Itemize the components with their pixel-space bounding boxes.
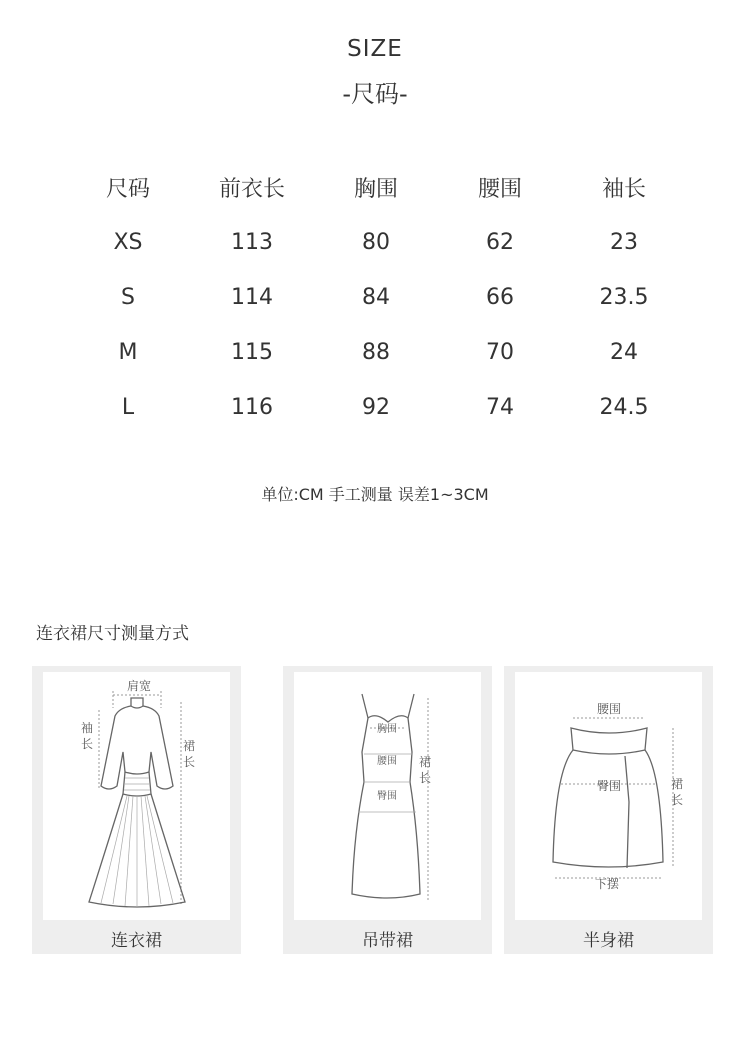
cell-size: M xyxy=(118,340,138,365)
slip-dress-caption: 吊带裙 xyxy=(362,931,413,951)
cell-size: L xyxy=(121,395,135,420)
skirt-length-label-2: 长 xyxy=(182,755,196,769)
hip-label: 臀围 xyxy=(377,791,397,802)
cell-waist: 74 xyxy=(486,395,514,420)
measure-section-label: 连衣裙尺寸测量方式 xyxy=(36,624,189,644)
waist-label: 腰围 xyxy=(377,756,397,767)
cell-front-length: 113 xyxy=(231,230,273,255)
header-waist: 腰围 xyxy=(477,177,522,202)
cell-sleeve: 23 xyxy=(610,230,638,255)
slip-dress-drawing xyxy=(294,672,481,920)
cell-size: XS xyxy=(113,230,143,255)
skirt-drawing xyxy=(515,672,702,920)
dress-caption: 连衣裙 xyxy=(111,931,162,951)
cell-waist: 70 xyxy=(486,340,514,365)
shoulder-label: 肩宽 xyxy=(126,679,152,693)
skirt-waist-label: 腰围 xyxy=(596,702,622,716)
cell-size: S xyxy=(121,285,135,310)
cell-waist: 62 xyxy=(486,230,514,255)
skirt-caption: 半身裙 xyxy=(583,931,634,951)
cell-sleeve: 24 xyxy=(610,340,638,365)
header-size: 尺码 xyxy=(105,177,150,202)
cell-front-length: 115 xyxy=(231,340,273,365)
cell-bust: 92 xyxy=(362,395,390,420)
unit-note: 单位:CM 手工测量 误差1~3CM xyxy=(261,485,489,504)
table-row xyxy=(66,380,686,435)
skirt-hip-label: 臀围 xyxy=(596,779,622,793)
header-bust: 胸围 xyxy=(353,177,398,202)
slip-length-label-1: 裙 xyxy=(418,755,432,769)
skirt-length-label-1: 裙 xyxy=(670,777,684,791)
sleeve-label-1: 袖 xyxy=(80,721,94,735)
slip-dress-measure-card xyxy=(283,666,492,954)
dress-illustration xyxy=(43,672,230,920)
table-row xyxy=(66,215,686,270)
skirt-illustration xyxy=(515,672,702,920)
cell-sleeve: 24.5 xyxy=(599,395,649,420)
size-table xyxy=(66,160,686,435)
dress-drawing xyxy=(43,672,230,920)
dress-measure-card xyxy=(32,666,241,954)
skirt-hem-label: 下摆 xyxy=(594,877,620,891)
cell-bust: 80 xyxy=(362,230,390,255)
slip-length-label-2: 长 xyxy=(418,771,432,785)
cell-bust: 88 xyxy=(362,340,390,365)
title-chinese: -尺码- xyxy=(342,80,408,108)
table-header-row xyxy=(66,160,686,215)
cell-waist: 66 xyxy=(486,285,514,310)
chest-label: 胸围 xyxy=(377,724,397,735)
header-front-length: 前衣长 xyxy=(218,177,285,202)
cell-bust: 84 xyxy=(362,285,390,310)
sleeve-label-2: 长 xyxy=(80,737,94,751)
cell-front-length: 114 xyxy=(231,285,273,310)
header-sleeve: 袖长 xyxy=(601,177,646,202)
skirt-length-label-2: 长 xyxy=(670,793,684,807)
title-english: SIZE xyxy=(347,36,403,62)
cell-front-length: 116 xyxy=(231,395,273,420)
skirt-length-label-1: 裙 xyxy=(182,739,196,753)
table-row xyxy=(66,270,686,325)
cell-sleeve: 23.5 xyxy=(599,285,649,310)
table-row xyxy=(66,325,686,380)
skirt-measure-card xyxy=(504,666,713,954)
slip-dress-illustration xyxy=(294,672,481,920)
